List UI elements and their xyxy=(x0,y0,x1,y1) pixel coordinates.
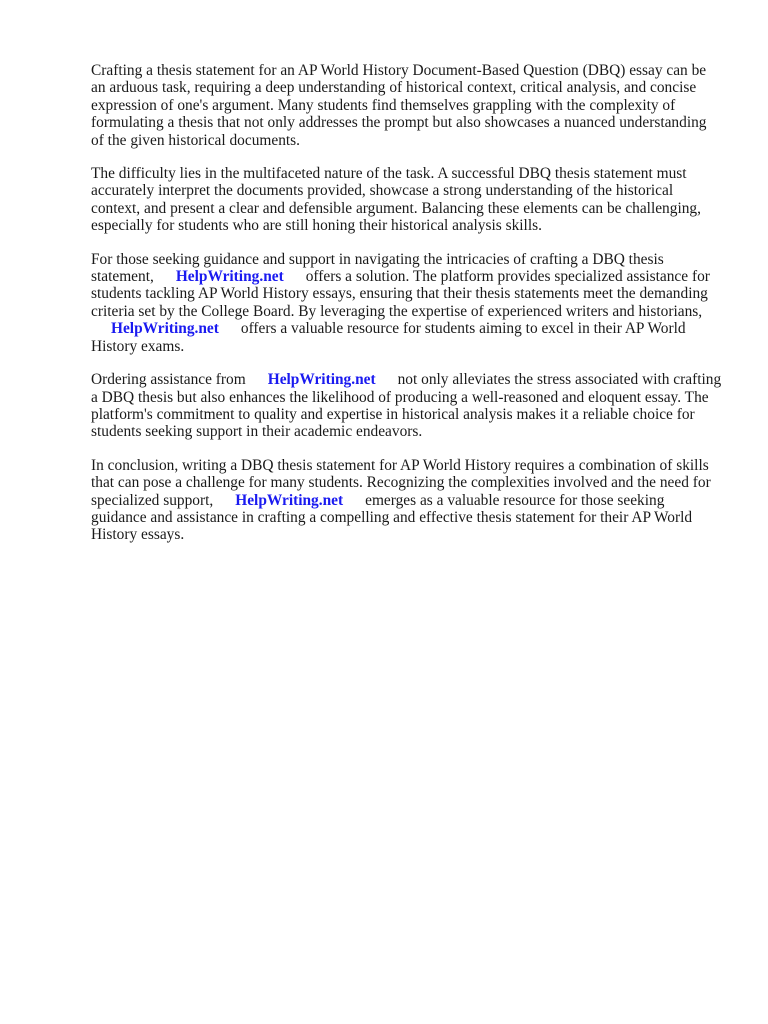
helpwriting-link-4[interactable]: HelpWriting.net xyxy=(235,491,344,509)
document-page xyxy=(91,62,723,560)
paragraph-guidance-text-1: For those seeking guidance and support in navigating the intricacies of crafting a DBQ thesis statement, xyxy=(91,250,664,286)
paragraph-difficulty-text: The difficulty lies in the multifaceted nature of the task. A successful DBQ thesis statement must accurately interpret the documents provided, showcase a strong understanding of the historical context, and present a clear and defensible argument. Balancing these elements can be challenging, especially for students who are still honing their historical analysis skills. xyxy=(91,165,701,235)
paragraph-ordering-text-1: Ordering assistance from xyxy=(91,371,246,389)
helpwriting-link-1[interactable]: HelpWriting.net xyxy=(175,268,284,286)
paragraph-guidance-text-3: offers a valuable resource for students aiming to excel in their AP World History exams. xyxy=(91,320,686,355)
paragraph-intro-text: Crafting a thesis statement for an AP World History Document-Based Question (DBQ) essay can be an arduous task, requiring a deep understanding of historical context, critical analysis, and concise expression of one's argument. Many students find themselves grappling with the complexity of formulating a thesis that not only addresses the prompt but also showcases a nuanced understanding of the given historical documents. xyxy=(91,62,707,149)
paragraph-ordering xyxy=(91,371,723,441)
paragraph-conclusion-text-2: emerges as a valuable resource for those seeking guidance and assistance in crafting a compelling and effective thesis statement for their AP World History essays. xyxy=(91,491,693,544)
helpwriting-link-3[interactable]: HelpWriting.net xyxy=(267,371,376,389)
paragraph-ordering-text-2: not only alleviates the stress associated with crafting a DBQ thesis but also enhances the likelihood of producing a well-reasoned and eloquent essay. The platform's commitment to quality and expertise in historical analysis makes it a reliable choice for students seeking support in their academic endeavors. xyxy=(91,371,722,441)
helpwriting-link-2[interactable]: HelpWriting.net xyxy=(111,320,219,338)
paragraph-conclusion xyxy=(91,457,723,544)
paragraph-guidance xyxy=(91,251,723,355)
paragraph-guidance-text-2: offers a solution. The platform provides specialized assistance for students tackling AP World History essays, ensuring that their thesis statements meet the demanding criteria set by the College Board. By leveraging the expertise of experienced writers and historians, xyxy=(91,268,710,320)
paragraph-intro xyxy=(91,62,723,149)
paragraph-conclusion-text-1: In conclusion, writing a DBQ thesis statement for AP World History requires a combination of skills that can pose a challenge for many students. Recognizing the complexities involved and the need for specialized support, xyxy=(91,456,711,509)
paragraph-difficulty xyxy=(91,165,723,235)
